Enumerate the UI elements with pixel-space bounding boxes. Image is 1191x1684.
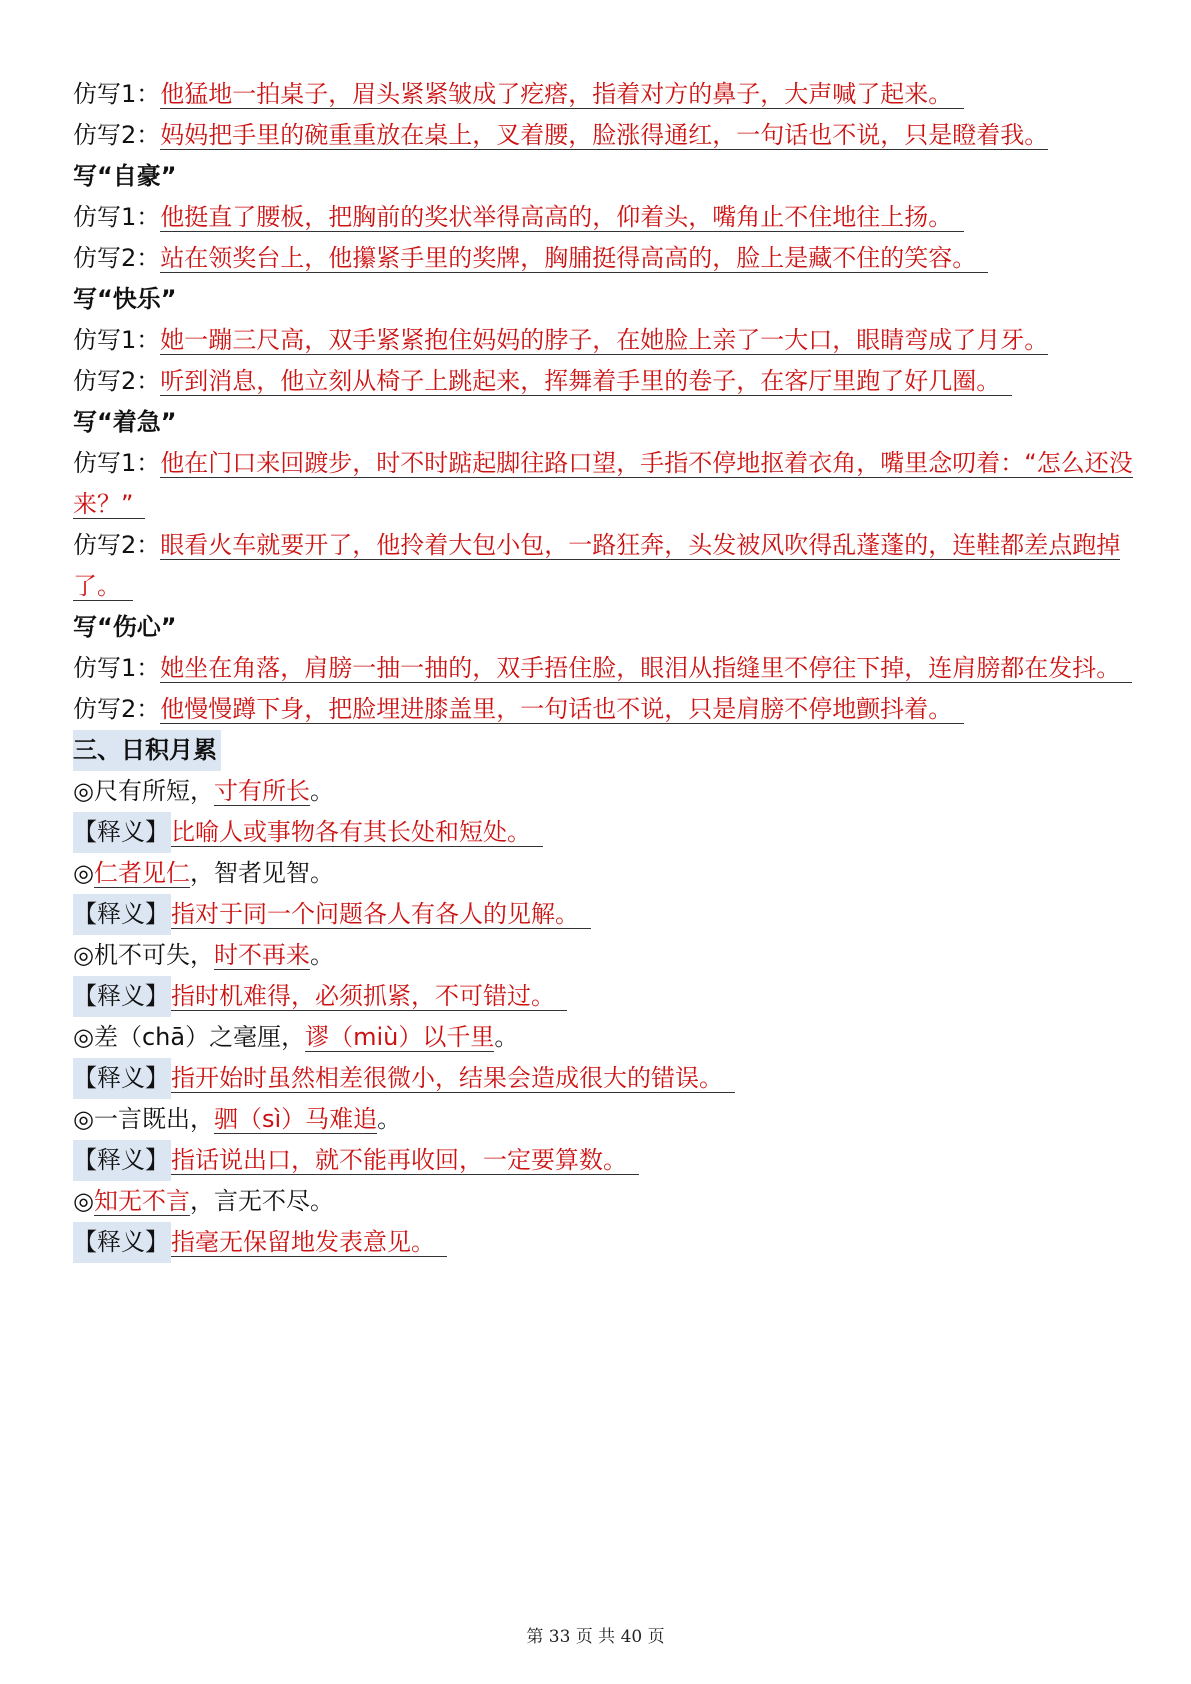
meaning-line [73, 1058, 1133, 1099]
meaning-answer: 指时机难得，必须抓紧，不可错过。 [171, 982, 567, 1011]
imitation-line [73, 320, 1133, 361]
meaning-line [73, 1222, 1133, 1263]
imitation-label: 仿写2： [73, 121, 161, 149]
imitation-answer: 眼看火车就要开了，他拎着大包小包，一路狂奔，头发被风吹得乱蓬蓬的，连鞋都差点跑掉了。 [73, 531, 1121, 600]
meaning-line [73, 812, 1133, 853]
idiom-blank: 驷（sì）马难追 [213, 1105, 378, 1133]
section-heading: 写“快乐” [73, 285, 177, 313]
section-heading: 写“自豪” [73, 162, 177, 190]
imitation-label: 仿写1： [73, 326, 161, 354]
meaning-line [73, 976, 1133, 1017]
idiom-line [73, 771, 1133, 812]
imitation-line [73, 689, 1133, 730]
idiom-text: 尺有所短， [93, 777, 214, 805]
page-content [73, 74, 1133, 1263]
idiom-text: 。 [309, 777, 334, 805]
meaning-tag: 【释义】 [73, 812, 171, 853]
idiom-line [73, 1099, 1133, 1140]
imitation-label: 仿写1： [73, 449, 161, 477]
imitation-label: 仿写2： [73, 695, 161, 723]
idiom-text: 机不可失， [93, 941, 214, 969]
meaning-answer: 比喻人或事物各有其长处和短处。 [171, 818, 543, 847]
idiom-text: 。 [494, 1023, 519, 1051]
meaning-answer: 指开始时虽然相差很微小，结果会造成很大的错误。 [171, 1064, 735, 1093]
idiom-blank: 知无不言 [93, 1187, 190, 1215]
idiom-line [73, 1017, 1133, 1058]
imitation-answer: 他挺直了腰板，把胸前的奖状举得高高的，仰着头，嘴角止不住地往上扬。 [160, 203, 964, 232]
idiom-line [73, 853, 1133, 894]
imitation-label: 仿写2： [73, 531, 161, 559]
meaning-tag: 【释义】 [73, 1058, 171, 1099]
meaning-answer: 指对于同一个问题各人有各人的见解。 [171, 900, 591, 929]
idiom-text: 。 [309, 941, 334, 969]
imitation-answer: 听到消息，他立刻从椅子上跳起来，挥舞着手里的卷子，在客厅里跑了好几圈。 [160, 367, 1012, 396]
imitation-line [73, 238, 1133, 279]
imitation-line [73, 115, 1133, 156]
imitation-line [73, 648, 1133, 689]
imitation-line [73, 197, 1133, 238]
imitation-label: 仿写1： [73, 654, 161, 682]
section-title-line [73, 730, 1133, 771]
idiom-text: 。 [377, 1105, 402, 1133]
meaning-answer: 指毫无保留地发表意见。 [171, 1228, 447, 1257]
idiom-text: 差（chā）之毫厘， [93, 1023, 306, 1051]
imitation-line [73, 74, 1133, 115]
imitation-answer: 他慢慢蹲下身，把脸埋进膝盖里，一句话也不说，只是肩膀不停地颤抖着。 [160, 695, 964, 724]
imitation-label: 仿写2： [73, 244, 161, 272]
imitation-answer: 他在门口来回踱步，时不时踮起脚往路口望，手指不停地抠着衣角，嘴里念叨着：“怎么还没来？” [73, 449, 1133, 518]
page-footer: 第 33 页 共 40 页 [526, 1627, 665, 1647]
idiom-blank: 仁者见仁 [93, 859, 190, 887]
idiom-line [73, 935, 1133, 976]
imitation-label: 仿写2： [73, 367, 161, 395]
section-heading: 写“着急” [73, 408, 177, 436]
idiom-blank: 谬（miù）以千里 [305, 1023, 495, 1051]
imitation-label: 仿写1： [73, 203, 161, 231]
meaning-line [73, 1140, 1133, 1181]
bullet-mark: ◎ [73, 859, 94, 887]
imitation-answer: 他猛地一拍桌子，眉头紧紧皱成了疙瘩，指着对方的鼻子，大声喊了起来。 [160, 80, 964, 109]
meaning-tag: 【释义】 [73, 976, 171, 1017]
imitation-line [73, 361, 1133, 402]
imitation-answer: 站在领奖台上，他攥紧手里的奖牌，胸脯挺得高高的，脸上是藏不住的笑容。 [160, 244, 988, 273]
idiom-text: ，智者见智。 [189, 859, 334, 887]
meaning-tag: 【释义】 [73, 1222, 171, 1263]
bullet-mark: ◎ [73, 777, 94, 805]
bullet-mark: ◎ [73, 1023, 94, 1051]
meaning-answer: 指话说出口，就不能再收回，一定要算数。 [171, 1146, 639, 1175]
meaning-tag: 【释义】 [73, 1140, 171, 1181]
idiom-text: ，言无不尽。 [189, 1187, 334, 1215]
imitation-answer: 妈妈把手里的碗重重放在桌上，叉着腰，脸涨得通红，一句话也不说，只是瞪着我。 [160, 121, 1049, 149]
section-title: 三、日积月累 [73, 730, 221, 771]
bullet-mark: ◎ [73, 1105, 94, 1133]
imitation-label: 仿写1： [73, 80, 161, 108]
bullet-mark: ◎ [73, 941, 94, 969]
idiom-blank: 时不再来 [213, 941, 310, 969]
imitation-answer: 她坐在角落，肩膀一抽一抽的，双手捂住脸，眼泪从指缝里不停往下掉，连肩膀都在发抖。 [160, 654, 1132, 683]
meaning-line [73, 894, 1133, 935]
idiom-line [73, 1181, 1133, 1222]
imitation-answer: 她一蹦三尺高，双手紧紧抱住妈妈的脖子，在她脸上亲了一大口，眼睛弯成了月牙。 [160, 326, 1049, 354]
imitation-line [73, 525, 1133, 607]
imitation-line [73, 443, 1133, 525]
idiom-blank: 寸有所长 [213, 777, 310, 805]
meaning-tag: 【释义】 [73, 894, 171, 935]
idiom-text: 一言既出， [93, 1105, 214, 1133]
bullet-mark: ◎ [73, 1187, 94, 1215]
section-heading: 写“伤心” [73, 613, 177, 641]
